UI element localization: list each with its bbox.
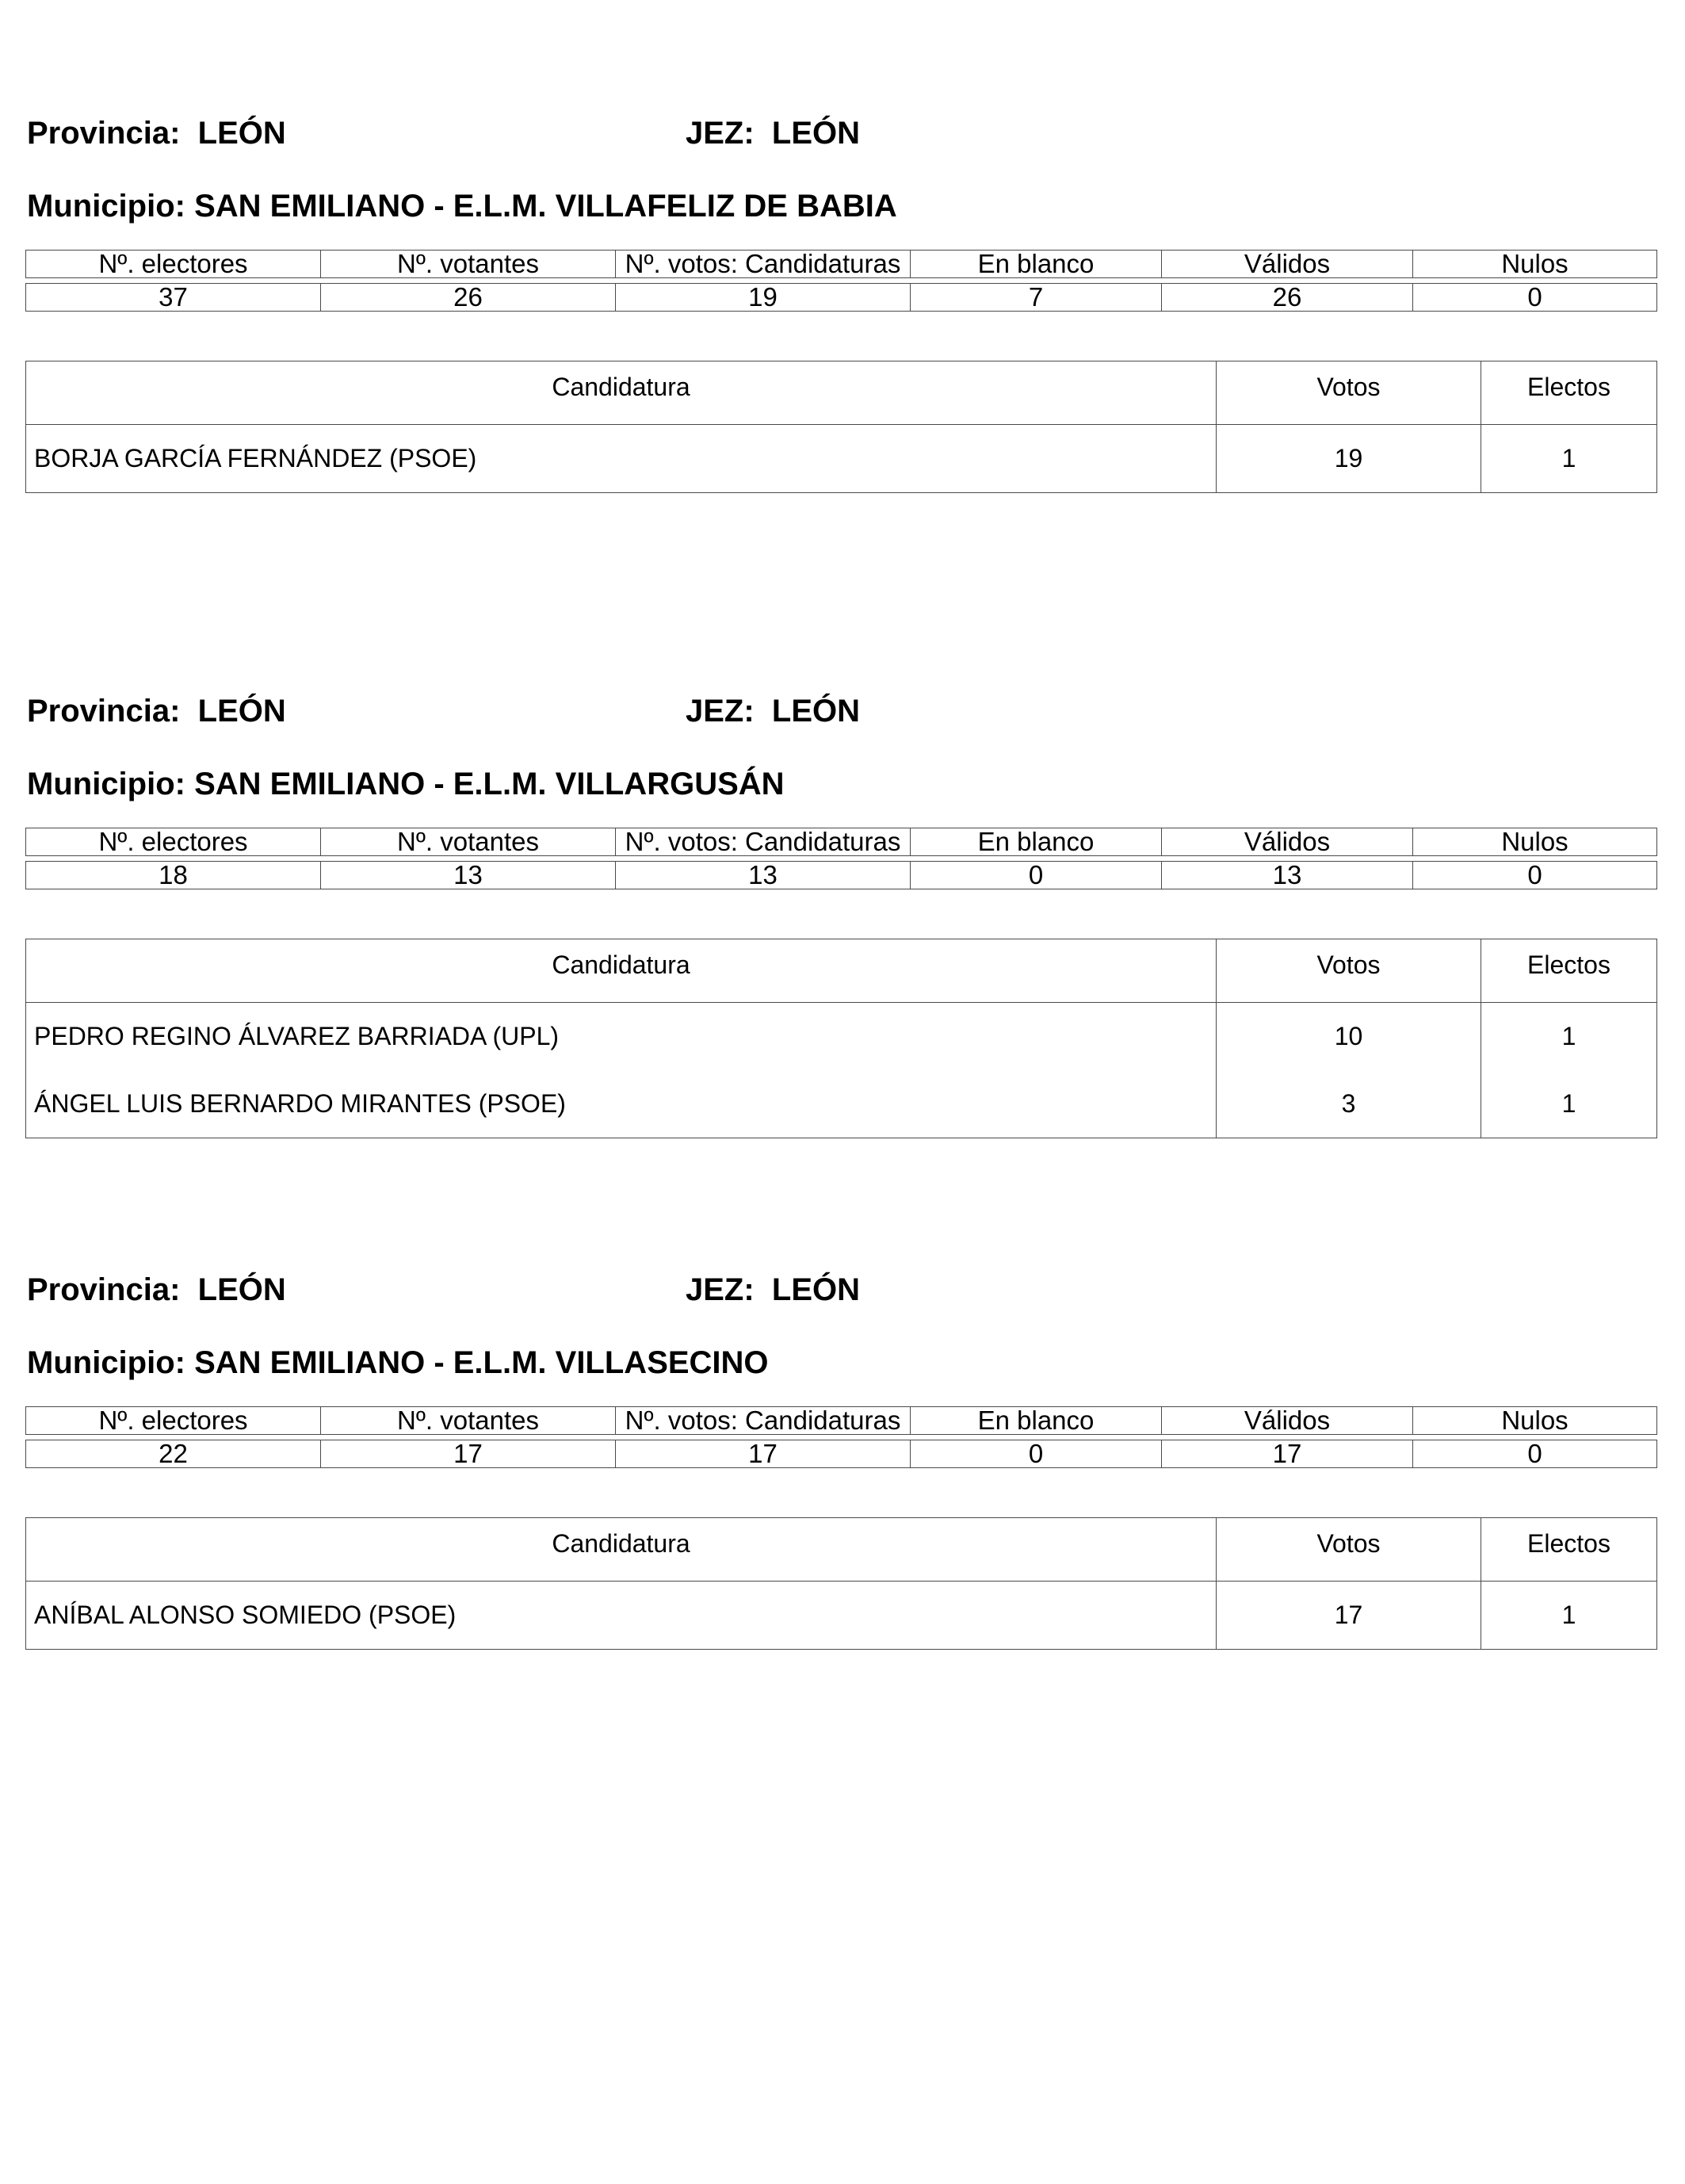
stats-header-electores: Nº. electores — [26, 828, 321, 856]
stats-header-votos-candidaturas: Nº. votos: Candidaturas — [616, 828, 911, 856]
municipio-line — [27, 766, 785, 802]
electos-header: Electos — [1481, 1518, 1657, 1582]
candidatura-header: Candidatura — [26, 361, 1217, 425]
stats-header-votantes: Nº. votantes — [321, 1407, 616, 1435]
candidates-header-row — [26, 361, 1657, 425]
provincia-value: LEÓN — [197, 1272, 286, 1307]
stats-header-en-blanco: En blanco — [911, 251, 1162, 278]
votos-header: Votos — [1217, 1518, 1481, 1582]
candidates-table — [25, 939, 1657, 1138]
stats-header-nulos: Nulos — [1413, 1407, 1657, 1435]
candidatura-header: Candidatura — [26, 939, 1217, 1003]
votos-header: Votos — [1217, 939, 1481, 1003]
stats-header-nulos: Nulos — [1413, 828, 1657, 856]
candidates-table — [25, 1517, 1657, 1650]
stats-value-votantes: 17 — [321, 1440, 616, 1468]
candidate-row — [26, 425, 1657, 493]
stats-value-electores: 18 — [26, 862, 321, 889]
jez-value: LEÓN — [771, 116, 861, 151]
stats-header-nulos: Nulos — [1413, 251, 1657, 278]
jez-value: LEÓN — [771, 1272, 861, 1307]
jez-label: JEZ: — [686, 694, 755, 729]
candidate-name: ÁNGEL LUIS BERNARDO MIRANTES (PSOE) — [26, 1070, 1217, 1138]
jez-line — [686, 693, 860, 729]
provincia-line — [27, 1272, 286, 1308]
stats-value-electores: 37 — [26, 284, 321, 312]
provincia-label: Provincia: — [27, 1272, 181, 1307]
stats-value-validos: 13 — [1162, 862, 1413, 889]
municipio-label: Municipio: — [27, 189, 185, 224]
electos-header: Electos — [1481, 361, 1657, 425]
stats-header-votantes: Nº. votantes — [321, 251, 616, 278]
candidate-votos: 10 — [1217, 1003, 1481, 1071]
candidate-electos: 1 — [1561, 1089, 1576, 1118]
municipio-line — [27, 188, 897, 224]
stats-value-row — [26, 862, 1657, 889]
stats-header-electores: Nº. electores — [26, 251, 321, 278]
provincia-value: LEÓN — [197, 694, 286, 729]
candidates-table — [25, 361, 1657, 493]
provincia-line — [27, 115, 286, 151]
candidate-votos: 19 — [1217, 425, 1481, 493]
votos-header: Votos — [1217, 361, 1481, 425]
stats-header-votantes: Nº. votantes — [321, 828, 616, 856]
stats-value-votos-candidaturas: 13 — [616, 862, 911, 889]
candidate-votos: 3 — [1217, 1070, 1481, 1138]
stats-value-row — [26, 1440, 1657, 1468]
stats-table — [25, 1406, 1657, 1468]
candidates-header-row — [26, 939, 1657, 1003]
electos-header: Electos — [1481, 939, 1657, 1003]
stats-header-en-blanco: En blanco — [911, 828, 1162, 856]
municipio-value: SAN EMILIANO - E.L.M. VILLASECINO — [194, 1345, 769, 1380]
stats-header-validos: Válidos — [1162, 251, 1413, 278]
stats-header-validos: Válidos — [1162, 1407, 1413, 1435]
candidate-name: BORJA GARCÍA FERNÁNDEZ (PSOE) — [26, 425, 1217, 493]
stats-value-nulos: 0 — [1413, 1440, 1657, 1468]
provincia-value: LEÓN — [197, 116, 286, 151]
stats-header-en-blanco: En blanco — [911, 1407, 1162, 1435]
jez-line — [686, 115, 860, 151]
candidatura-header: Candidatura — [26, 1518, 1217, 1582]
stats-header-row — [26, 828, 1657, 856]
candidate-name: PEDRO REGINO ÁLVAREZ BARRIADA (UPL) — [26, 1003, 1217, 1071]
stats-header-validos: Válidos — [1162, 828, 1413, 856]
stats-value-nulos: 0 — [1413, 862, 1657, 889]
stats-value-en-blanco: 0 — [911, 1440, 1162, 1468]
provincia-label: Provincia: — [27, 116, 181, 151]
jez-label: JEZ: — [686, 1272, 755, 1307]
stats-value-validos: 26 — [1162, 284, 1413, 312]
municipio-label: Municipio: — [27, 767, 185, 801]
municipio-line — [27, 1344, 769, 1381]
stats-value-votantes: 26 — [321, 284, 616, 312]
stats-header-votos-candidaturas: Nº. votos: Candidaturas — [616, 251, 911, 278]
stats-value-nulos: 0 — [1413, 284, 1657, 312]
stats-value-row — [26, 284, 1657, 312]
stats-value-en-blanco: 7 — [911, 284, 1162, 312]
stats-table — [25, 250, 1657, 312]
municipio-value: SAN EMILIANO - E.L.M. VILLARGUSÁN — [194, 767, 785, 801]
stats-value-votos-candidaturas: 19 — [616, 284, 911, 312]
candidate-electos: 1 — [1561, 1022, 1576, 1050]
candidate-row — [26, 1070, 1657, 1138]
candidate-row — [26, 1003, 1657, 1071]
municipio-value: SAN EMILIANO - E.L.M. VILLAFELIZ DE BABIA — [194, 189, 897, 224]
candidate-row — [26, 1582, 1657, 1650]
stats-header-row — [26, 1407, 1657, 1435]
stats-header-votos-candidaturas: Nº. votos: Candidaturas — [616, 1407, 911, 1435]
stats-value-votos-candidaturas: 17 — [616, 1440, 911, 1468]
candidates-header-row — [26, 1518, 1657, 1582]
provincia-label: Provincia: — [27, 694, 181, 729]
candidate-votos: 17 — [1217, 1582, 1481, 1650]
jez-label: JEZ: — [686, 116, 755, 151]
candidate-electos: 1 — [1561, 1601, 1576, 1629]
candidate-electos: 1 — [1561, 444, 1576, 472]
stats-value-validos: 17 — [1162, 1440, 1413, 1468]
stats-value-electores: 22 — [26, 1440, 321, 1468]
provincia-line — [27, 693, 286, 729]
stats-header-row — [26, 251, 1657, 278]
municipio-label: Municipio: — [27, 1345, 185, 1380]
stats-table — [25, 828, 1657, 889]
jez-value: LEÓN — [771, 694, 861, 729]
stats-header-electores: Nº. electores — [26, 1407, 321, 1435]
jez-line — [686, 1272, 860, 1308]
candidate-name: ANÍBAL ALONSO SOMIEDO (PSOE) — [26, 1582, 1217, 1650]
stats-value-votantes: 13 — [321, 862, 616, 889]
stats-value-en-blanco: 0 — [911, 862, 1162, 889]
